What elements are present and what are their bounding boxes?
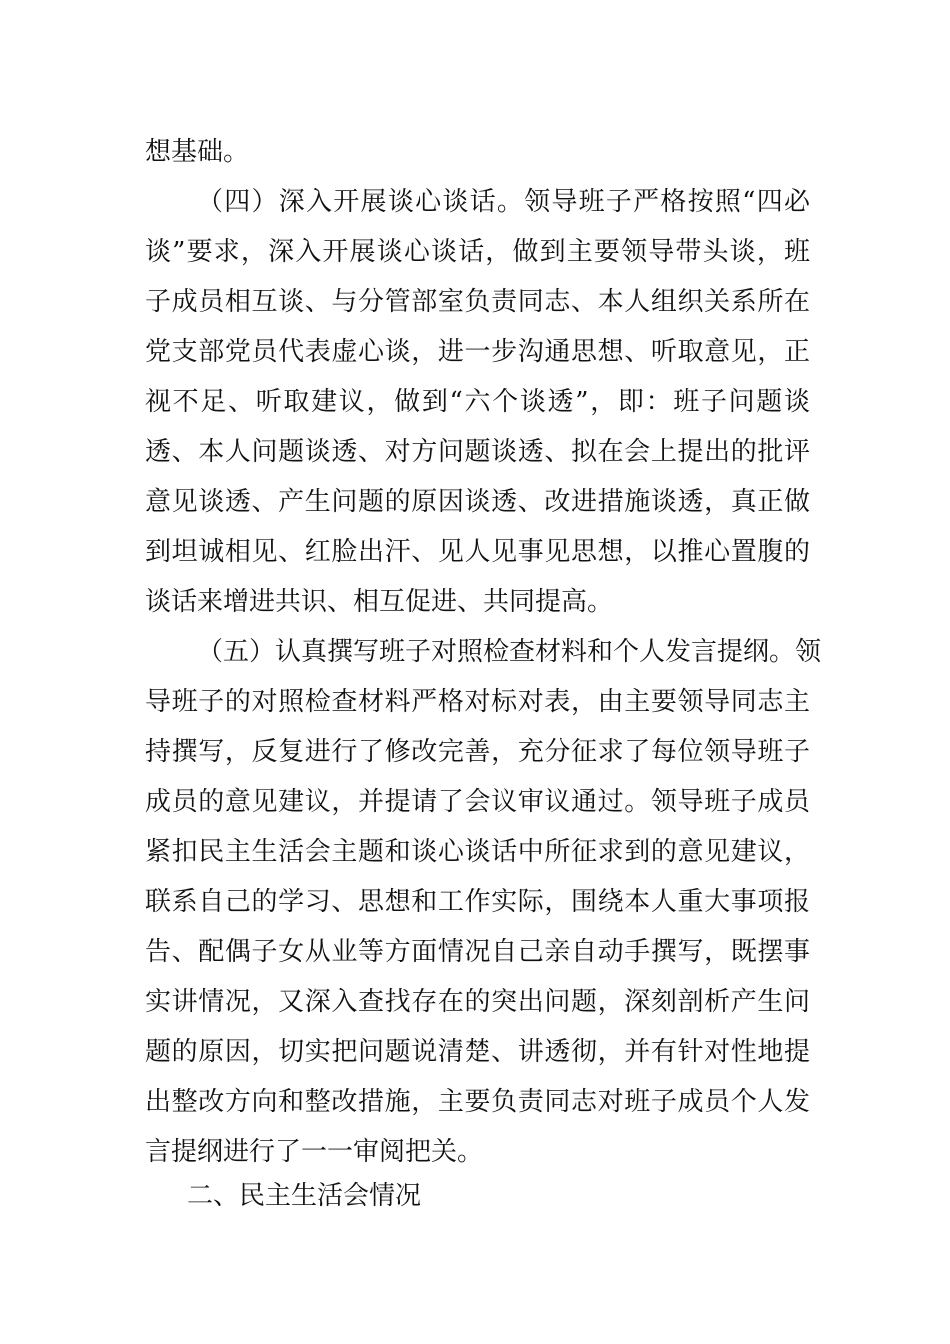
paragraph-line: 视不足、听取建议，做到“六个谈透”，即：班子问题谈 (145, 387, 810, 417)
paragraph-line: 谈话来增进共识、相互促进、共同提高。 (145, 587, 614, 617)
paragraph-line: 透、本人问题谈透、对方问题谈透、拟在会上提出的批评 (145, 437, 810, 467)
paragraph-line: （五）认真撰写班子对照检查材料和个人发言提纲。领 (197, 637, 822, 667)
paragraph-line: 谈”要求，深入开展谈心谈话，做到主要领导带头谈，班 (145, 237, 810, 267)
paragraph-line: 持撰写，反复进行了修改完善，充分征求了每位领导班子 (145, 737, 810, 767)
paragraph-line: 言提纲进行了一一审阅把关。 (145, 1137, 484, 1167)
paragraph-line: 导班子的对照检查材料严格对标对表，由主要领导同志主 (145, 687, 810, 717)
paragraph-line: 想基础。 (145, 137, 250, 167)
section-heading: 二、民主生活会情况 (187, 1181, 422, 1211)
paragraph-line: 意见谈透、产生问题的原因谈透、改进措施谈透，真正做 (145, 487, 810, 517)
paragraph-line: 题的原因，切实把问题说清楚、讲透彻，并有针对性地提 (145, 1037, 810, 1067)
paragraph-line: 子成员相互谈、与分管部室负责同志、本人组织关系所在 (145, 287, 810, 317)
paragraph-line: 到坦诚相见、红脸出汗、见人见事见思想，以推心置腹的 (145, 537, 810, 567)
paragraph-line: （四）深入开展谈心谈话。领导班子严格按照“四必 (197, 187, 810, 217)
paragraph-line: 紧扣民主生活会主题和谈心谈话中所征求到的意见建议， (145, 837, 810, 867)
paragraph-line: 党支部党员代表虚心谈，进一步沟通思想、听取意见，正 (145, 337, 810, 367)
paragraph-line: 成员的意见建议，并提请了会议审议通过。领导班子成员 (145, 787, 810, 817)
paragraph-line: 实讲情况，又深入查找存在的突出问题，深刻剖析产生问 (145, 987, 810, 1017)
paragraph-line: 告、配偶子女从业等方面情况自己亲自动手撰写，既摆事 (145, 937, 810, 967)
paragraph-line: 出整改方向和整改措施，主要负责同志对班子成员个人发 (145, 1087, 810, 1117)
paragraph-line: 联系自己的学习、思想和工作实际，围绕本人重大事项报 (145, 887, 810, 917)
